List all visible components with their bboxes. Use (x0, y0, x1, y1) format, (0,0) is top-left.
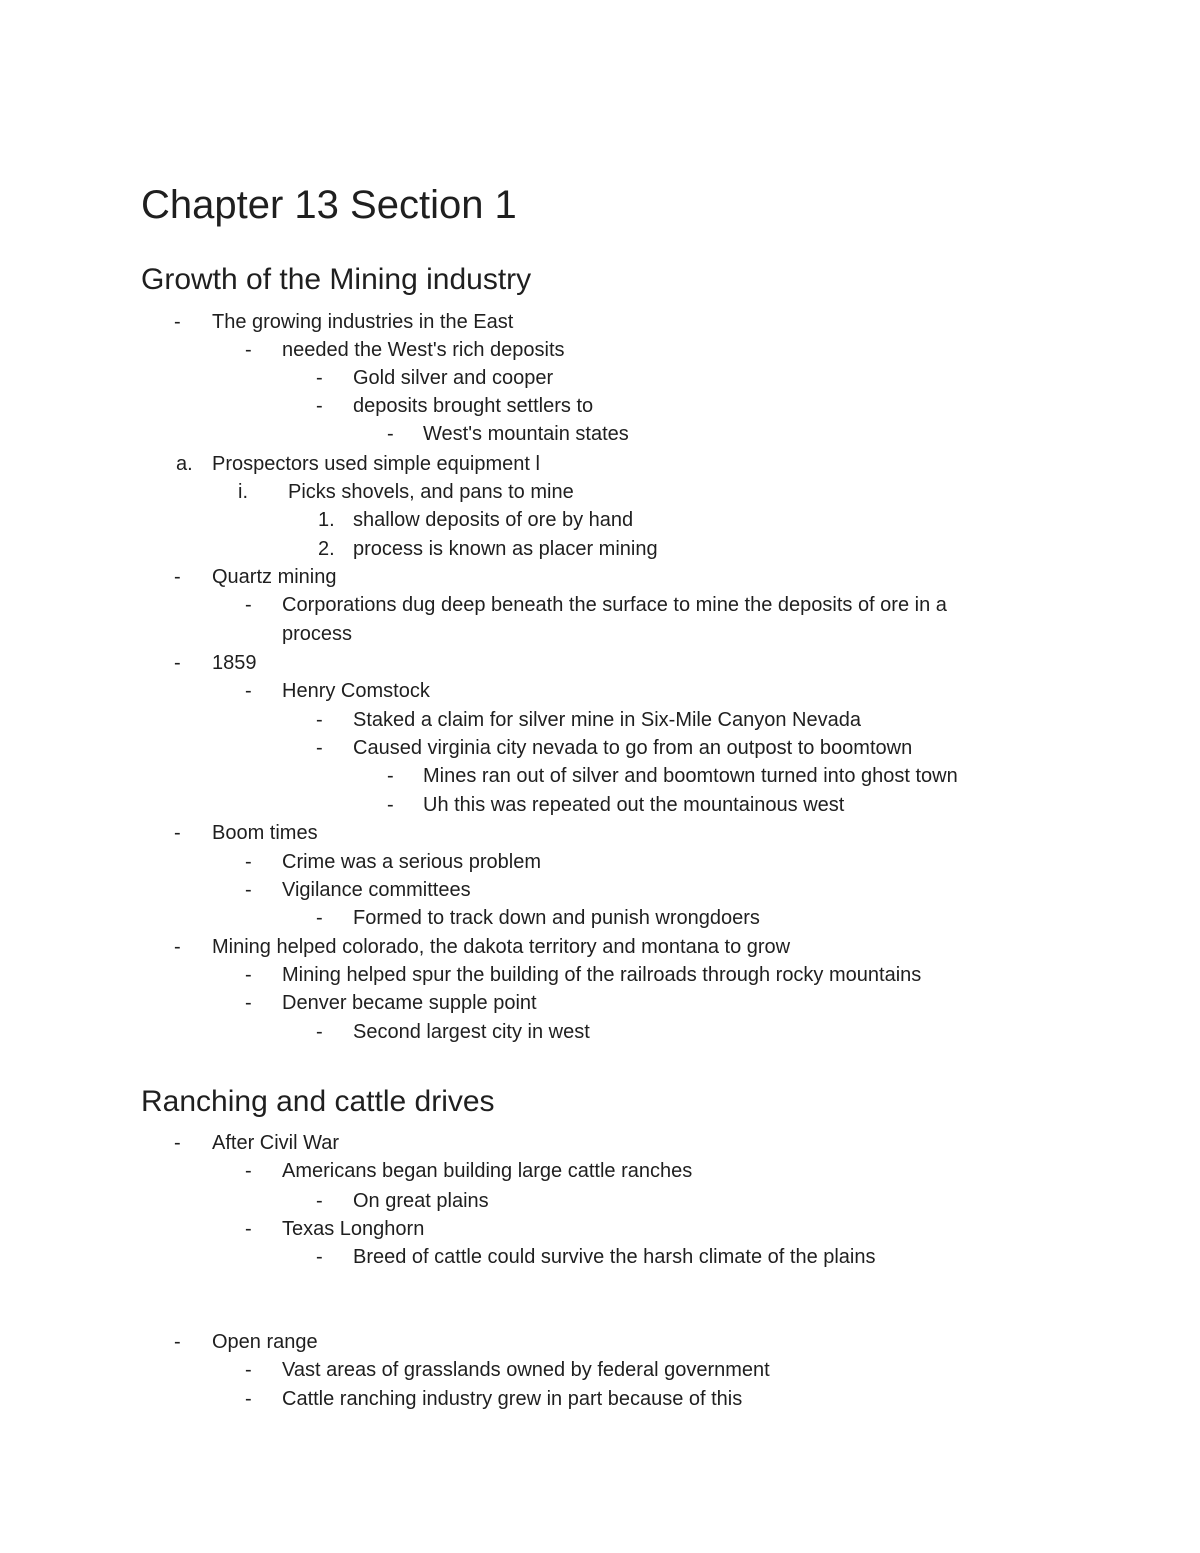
bullet-dash: - (245, 964, 252, 986)
list-item-text: process is known as placer mining (353, 538, 658, 560)
bullet-dash: - (245, 851, 252, 873)
list-item-text: Mining helped spur the building of the railroads through rocky mountains (282, 964, 922, 986)
list-item-text: Picks shovels, and pans to mine (288, 481, 574, 503)
list-item-text: Gold silver and cooper (353, 367, 554, 389)
list-item-text: Uh this was repeated out the mountainous west (423, 794, 845, 816)
list-item-text: 1859 (212, 652, 257, 674)
bullet-dash: - (316, 1021, 323, 1043)
bullet-dash: - (174, 566, 181, 588)
bullet-dash: - (245, 339, 252, 361)
bullet-dash: - (174, 311, 181, 333)
bullet-dash: - (387, 423, 394, 445)
list-item-text: Formed to track down and punish wrongdoers (353, 907, 760, 929)
list-item-text: Breed of cattle could survive the harsh climate of the plains (353, 1246, 876, 1268)
bullet-dash: - (316, 737, 323, 759)
page-title: Chapter 13 Section 1 (141, 183, 517, 227)
bullet-dash: - (245, 992, 252, 1014)
list-item-text: Henry Comstock (282, 680, 430, 702)
list-item-text: West's mountain states (423, 423, 629, 445)
list-item-text: Staked a claim for silver mine in Six-Mile Canyon Nevada (353, 709, 861, 731)
list-item-text: deposits brought settlers to (353, 395, 594, 417)
list-item-text: The growing industries in the East (212, 311, 514, 333)
list-marker-number: 2. (318, 538, 335, 560)
list-item-text: shallow deposits of ore by hand (353, 509, 634, 531)
bullet-dash: - (174, 1331, 181, 1353)
bullet-dash: - (387, 765, 394, 787)
bullet-dash: - (245, 680, 252, 702)
bullet-dash: - (174, 1132, 181, 1154)
list-item-text: Americans began building large cattle ranches (282, 1160, 693, 1182)
bullet-dash: - (316, 367, 323, 389)
list-item-text: After Civil War (212, 1132, 340, 1154)
bullet-dash: - (174, 652, 181, 674)
list-item-text: Texas Longhorn (282, 1218, 425, 1240)
list-item-text: Vigilance committees (282, 879, 471, 901)
bullet-dash: - (245, 1388, 252, 1410)
list-marker-letter: a. (176, 453, 193, 475)
bullet-dash: - (316, 1190, 323, 1212)
list-item-text: Boom times (212, 822, 318, 844)
bullet-dash: - (245, 1359, 252, 1381)
list-item-text: Cattle ranching industry grew in part because of this (282, 1388, 743, 1410)
bullet-dash: - (316, 395, 323, 417)
list-item-text: Corporations dug deep beneath the surface to mine the deposits of ore in a (282, 594, 947, 616)
list-item-text: needed the West's rich deposits (282, 339, 565, 361)
bullet-dash: - (245, 1160, 252, 1182)
list-marker-number: 1. (318, 509, 335, 531)
bullet-dash: - (245, 594, 252, 616)
bullet-dash: - (316, 709, 323, 731)
list-item-text: Second largest city in west (353, 1021, 590, 1043)
list-item-text: process (282, 623, 353, 645)
bullet-dash: - (316, 907, 323, 929)
bullet-dash: - (316, 1246, 323, 1268)
list-item-text: Prospectors used simple equipment l (212, 453, 540, 475)
bullet-dash: - (174, 936, 181, 958)
list-item-text: Vast areas of grasslands owned by federal government (282, 1359, 770, 1381)
section-heading-mining: Growth of the Mining industry (141, 263, 532, 296)
list-marker-roman: i. (238, 481, 248, 503)
list-item-text: Mining helped colorado, the dakota territory and montana to grow (212, 936, 791, 958)
list-item-text: Denver became supple point (282, 992, 537, 1014)
list-item-text: Crime was a serious problem (282, 851, 541, 873)
list-item-text: On great plains (353, 1190, 489, 1212)
section-heading-ranching: Ranching and cattle drives (141, 1085, 495, 1118)
bullet-dash: - (174, 822, 181, 844)
bullet-dash: - (245, 879, 252, 901)
bullet-dash: - (387, 794, 394, 816)
bullet-dash: - (245, 1218, 252, 1240)
list-item-text: Caused virginia city nevada to go from an outpost to boomtown (353, 737, 913, 759)
list-item-text: Quartz mining (212, 566, 337, 588)
list-item-text: Mines ran out of silver and boomtown turned into ghost town (423, 765, 958, 787)
list-item-text: Open range (212, 1331, 318, 1353)
